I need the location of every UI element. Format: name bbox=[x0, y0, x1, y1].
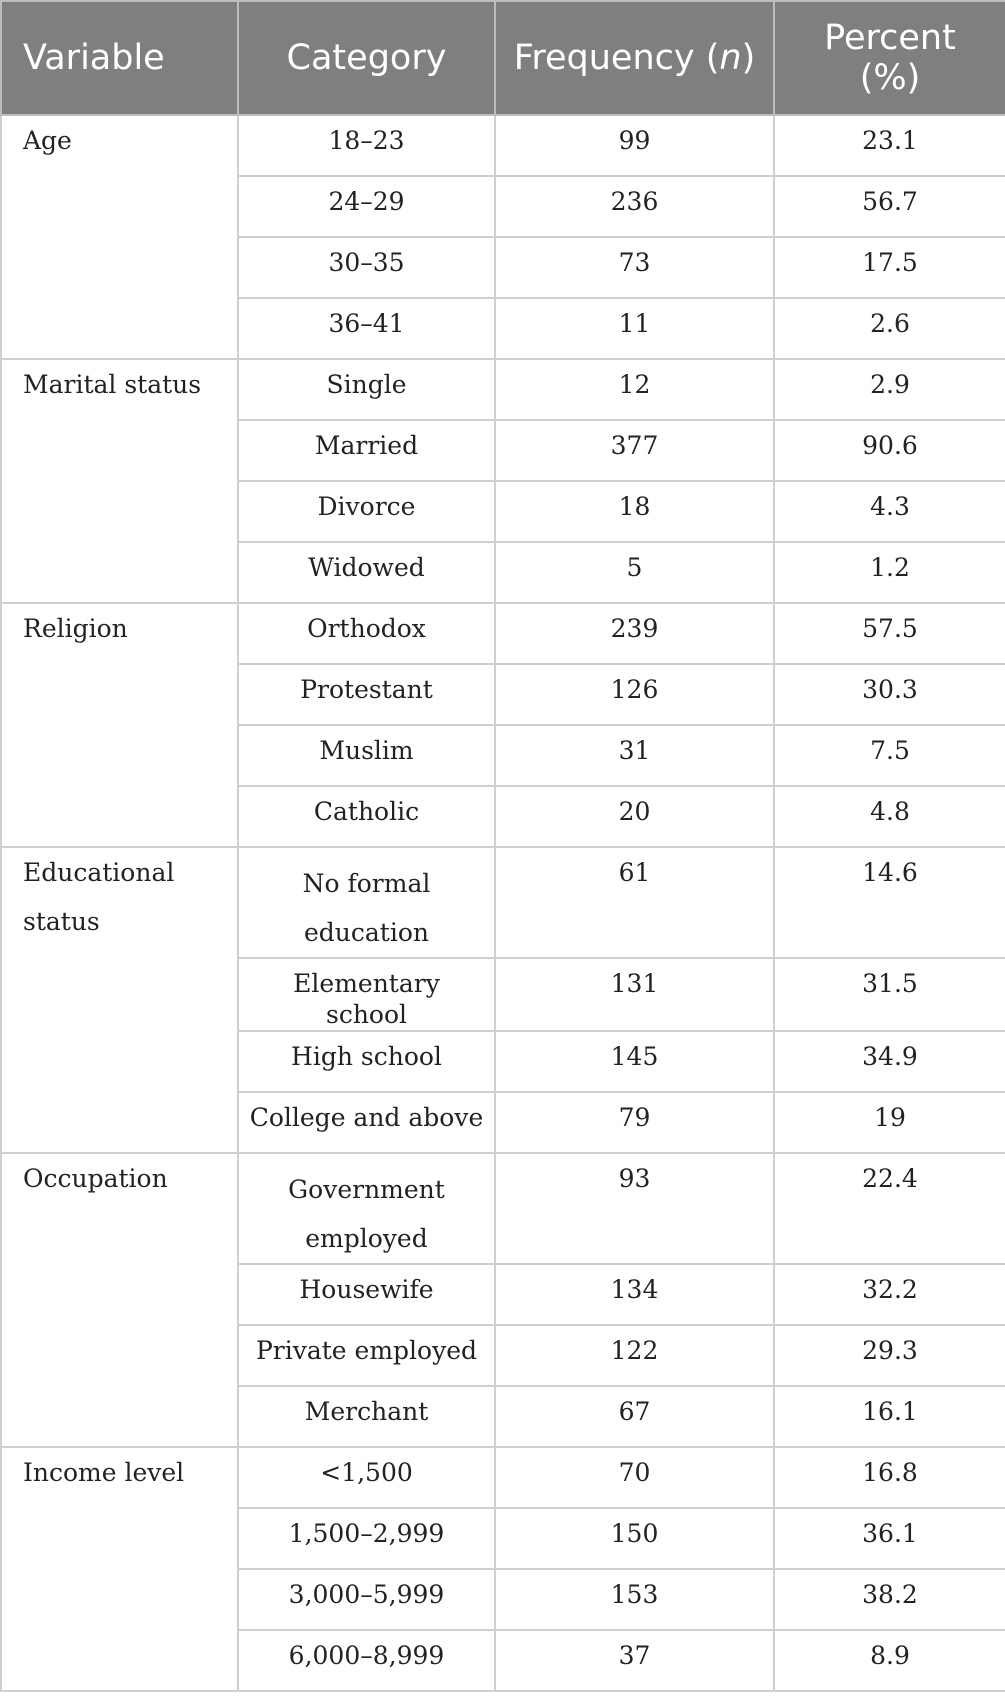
variable-cell: Religion bbox=[1, 603, 238, 847]
header-frequency bbox=[495, 1, 774, 115]
percent-cell: 36.1 bbox=[774, 1508, 1005, 1569]
category-cell: College and above bbox=[238, 1092, 495, 1153]
header-variable bbox=[1, 1, 238, 115]
category-cell: 18–23 bbox=[238, 115, 495, 176]
frequency-cell: 12 bbox=[495, 359, 774, 420]
frequency-cell: 145 bbox=[495, 1031, 774, 1092]
percent-cell: 16.1 bbox=[774, 1386, 1005, 1447]
frequency-cell: 70 bbox=[495, 1447, 774, 1508]
percent-cell: 2.9 bbox=[774, 359, 1005, 420]
category-cell: Government employed bbox=[238, 1153, 495, 1264]
category-cell: Protestant bbox=[238, 664, 495, 725]
percent-cell: 34.9 bbox=[774, 1031, 1005, 1092]
percent-cell: 31.5 bbox=[774, 958, 1005, 1031]
header-frequency-close: ) bbox=[741, 38, 756, 78]
percent-cell: 4.8 bbox=[774, 786, 1005, 847]
category-cell: <1,500 bbox=[238, 1447, 495, 1508]
percent-cell: 17.5 bbox=[774, 237, 1005, 298]
frequency-cell: 11 bbox=[495, 298, 774, 359]
category-cell: Single bbox=[238, 359, 495, 420]
variable-cell: Educational status bbox=[1, 847, 238, 1153]
percent-cell: 7.5 bbox=[774, 725, 1005, 786]
table-row bbox=[1, 1153, 1005, 1264]
header-percent bbox=[774, 1, 1005, 115]
table-row bbox=[1, 847, 1005, 958]
table-row bbox=[1, 1447, 1005, 1508]
category-cell: High school bbox=[238, 1031, 495, 1092]
category-cell: No formal education bbox=[238, 847, 495, 958]
category-cell: Catholic bbox=[238, 786, 495, 847]
table-row bbox=[1, 603, 1005, 664]
header-frequency-n: n bbox=[719, 38, 742, 78]
frequency-cell: 20 bbox=[495, 786, 774, 847]
frequency-cell: 239 bbox=[495, 603, 774, 664]
frequency-cell: 131 bbox=[495, 958, 774, 1031]
header-category-label: Category bbox=[286, 38, 447, 78]
category-cell: 6,000–8,999 bbox=[238, 1630, 495, 1691]
frequency-cell: 37 bbox=[495, 1630, 774, 1691]
frequency-cell: 236 bbox=[495, 176, 774, 237]
percent-cell: 1.2 bbox=[774, 542, 1005, 603]
frequency-cell: 126 bbox=[495, 664, 774, 725]
frequency-cell: 377 bbox=[495, 420, 774, 481]
percent-cell: 57.5 bbox=[774, 603, 1005, 664]
category-cell: 3,000–5,999 bbox=[238, 1569, 495, 1630]
percent-cell: 32.2 bbox=[774, 1264, 1005, 1325]
percent-cell: 8.9 bbox=[774, 1630, 1005, 1691]
frequency-cell: 122 bbox=[495, 1325, 774, 1386]
category-cell: Orthodox bbox=[238, 603, 495, 664]
table-row bbox=[1, 115, 1005, 176]
percent-cell: 23.1 bbox=[774, 115, 1005, 176]
percent-cell: 19 bbox=[774, 1092, 1005, 1153]
frequency-cell: 134 bbox=[495, 1264, 774, 1325]
frequency-cell: 67 bbox=[495, 1386, 774, 1447]
table-row bbox=[1, 359, 1005, 420]
category-cell: 24–29 bbox=[238, 176, 495, 237]
category-cell: 1,500–2,999 bbox=[238, 1508, 495, 1569]
header-variable-label: Variable bbox=[23, 38, 165, 78]
variable-cell: Age bbox=[1, 115, 238, 359]
category-cell: Merchant bbox=[238, 1386, 495, 1447]
frequency-cell: 31 bbox=[495, 725, 774, 786]
header-frequency-text: Frequency ( bbox=[513, 38, 720, 78]
header-percent-line2: (%) bbox=[859, 58, 921, 98]
category-cell: Divorce bbox=[238, 481, 495, 542]
percent-cell: 29.3 bbox=[774, 1325, 1005, 1386]
category-cell: 30–35 bbox=[238, 237, 495, 298]
category-cell: Married bbox=[238, 420, 495, 481]
header-category bbox=[238, 1, 495, 115]
frequency-cell: 5 bbox=[495, 542, 774, 603]
frequency-cell: 73 bbox=[495, 237, 774, 298]
percent-cell: 2.6 bbox=[774, 298, 1005, 359]
percent-cell: 90.6 bbox=[774, 420, 1005, 481]
percent-cell: 14.6 bbox=[774, 847, 1005, 958]
header-percent-line1: Percent bbox=[824, 18, 956, 58]
percent-cell: 16.8 bbox=[774, 1447, 1005, 1508]
percent-cell: 22.4 bbox=[774, 1153, 1005, 1264]
frequency-cell: 93 bbox=[495, 1153, 774, 1264]
variable-cell: Occupation bbox=[1, 1153, 238, 1447]
table-header bbox=[1, 1, 1005, 115]
category-cell: Muslim bbox=[238, 725, 495, 786]
variable-cell: Marital status bbox=[1, 359, 238, 603]
category-cell: Widowed bbox=[238, 542, 495, 603]
frequency-cell: 61 bbox=[495, 847, 774, 958]
frequency-cell: 18 bbox=[495, 481, 774, 542]
frequency-cell: 99 bbox=[495, 115, 774, 176]
category-cell: Housewife bbox=[238, 1264, 495, 1325]
percent-cell: 30.3 bbox=[774, 664, 1005, 725]
header-row bbox=[1, 1, 1005, 115]
category-cell: Elementary school bbox=[238, 958, 495, 1031]
percent-cell: 56.7 bbox=[774, 176, 1005, 237]
category-cell: 36–41 bbox=[238, 298, 495, 359]
frequency-cell: 153 bbox=[495, 1569, 774, 1630]
category-cell: Private employed bbox=[238, 1325, 495, 1386]
variable-cell: Income level bbox=[1, 1447, 238, 1691]
table-body bbox=[1, 115, 1005, 1691]
percent-cell: 4.3 bbox=[774, 481, 1005, 542]
frequency-cell: 150 bbox=[495, 1508, 774, 1569]
frequency-cell: 79 bbox=[495, 1092, 774, 1153]
percent-cell: 38.2 bbox=[774, 1569, 1005, 1630]
